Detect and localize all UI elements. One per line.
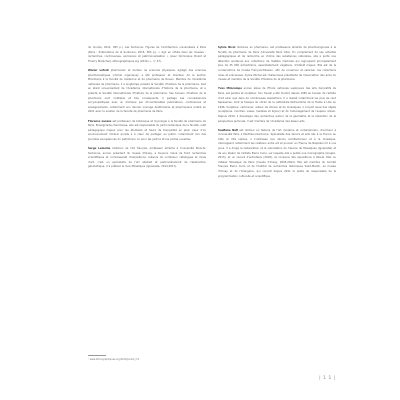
contributor-name: Olivier Lafont [88, 68, 109, 72]
contributor-bio-text: pharmacien et docteur ès sciences physiques, agrégé des sciences pharmaceutiques (chimie organique), a été professeur et directeur de la section Pharmacie à la faculté de médecine et de pharmacie de Rouen. Membre de l'Académie nationale de pharmacie, il a longtemps présidé la Société d'histoire de la pharmacie, tout en étant vice-président de l'Académie internationale d'histoire de la pharmacie, et a présidé la Société internationale d'histoire de la pharmacie. Ses travaux d'histoire de la pharmacie sont multiples et très conséquents. Il partage ses connaissances encyclopédiques avec un domaine par d'innombrables publications, conférences et enseignements, notamment son dernier ouvrage Apothicaires et pharmaciens publié en 2021 avec le soutien de la faculté de pharmacie de Paris. [88, 68, 207, 114]
footnote-link[interactable]: ¹ www.ethnographiques.org/2014/poulot_m1 [88, 358, 140, 361]
contributor-name: Florence Lacaze [88, 119, 112, 123]
footnote [88, 358, 206, 361]
contributor-bio-text: est docteur en histoire de l'art moderne et contemporain, chercheur à l'université Paris 1 Panthéon-Sorbonne. Spécialiste des décors et arts liés à la France au XIXe et XXe siècles, il s'intéresse aux décors architecturaux et à la mosaïque, interrogeant notamment les relations entre art et pouvoir en France de Napoléon III à nos jours. Il a dirigé la restauration et la valorisation de l'œuvre de Mosaïques (Iguazuste) et de son atelier de l'artiste Pierre Curie, sur laquelle elle a publié une monographie (Gingko, 2013), et un recueil d'entretiens (2018), et consacré des expositions à Pascal Ozal ou l'atelier Mosaïque de Paris (musée d'Orsay, 2005-2024). Elle est membre du Comité français Pierre Curie et de l'Institut de recherches historiques Saint-Martin, au musée d'Orsay et de l'Orangerie, qui conçoit depuis 2011 le poste de responsable de la programmation culturelle et scientifique. [218, 128, 337, 178]
footnote-divider [88, 355, 106, 356]
contributor-bio [88, 69, 206, 115]
contributor-bio [218, 87, 336, 124]
contributor-bio-text: docteure en pharmacie, est professeure émérite de pharmacognosie à la faculté de pharmacie de Paris (Université Paris Cité). En complément de ses activités pédagogiques et de recherche en chimie des substances naturelles, elle a porté une attention soutenue aux collections de matière médicale qui regroupent principalement plus de 25 000 échantillons, essentiellement végétaux, d'intérêt majeur. Elle est de la conservatrice de musée François-Tillaison, afin de conserver et valoriser ces collections rares et précieuses. Sylvie Michel est chaleureuse présidente de l'Association des amis du musée et membre de la Société d'histoire de la pharmacie. [218, 46, 336, 82]
contributor-bio [218, 46, 336, 83]
contributor-bio [88, 147, 206, 170]
contributor-bio [218, 129, 336, 180]
left-column [88, 46, 206, 175]
contributor-name: Soufiane Nafi [218, 128, 238, 132]
contributor-name: Sylvie Nicol [218, 46, 236, 49]
contributor-name: Yves Milocampo [218, 87, 242, 91]
contributor-bio-text: est professeur de botanique et mycologie à la faculté de pharmacie de Paris. Enseignante-chercheuse, elle est responsable du jardin botanique de la faculté, outil pédagogique majeur pour les étudiants et havre de tranquillité en plein cœur d'un environnement minéral qu'elle a à cœur de partager au public, notamment lors des Journées européennes du patrimoine ou pour les jardins et les portes ouvertes. [88, 119, 206, 141]
intro-paragraph [88, 46, 206, 64]
contributor-bio-text: historien de l'art français, professeur émérite à l'université Paris-IV-Sorbonne, ancien président du musée d'Orsay, a toujours mené de front recherches scientifiques et commissariat d'expositions. Auteurs de nombreux catalogues et livres d'art, c'est un spécialiste de l'art abstrait et particulièrement de l'abstraction géométrique. Il a préfacé le livre Mosaïques (Iguazuste, 2014-2017). [88, 147, 206, 169]
intro-text: du monde, 2011, 365 p.). Les Sorbonne. Figures de l'architecture universitaire à Paris (Paris : Publications de la Sorbonne, 2015, 365 p.), « Agir en réfute dans les musées : recherches, controverses, exclusions et patrimonialisation » (avec Dominique Poulot et Thierry Maréchal), ethnographiques.org (2014) », n° 47). [88, 46, 206, 63]
contributor-name: Serge Lemoine [88, 147, 111, 151]
page-number: | 1 1 | [319, 376, 336, 381]
right-column [218, 46, 336, 184]
contributor-bio [88, 120, 206, 143]
contributor-bio-text: ancien élève de l'École nationale supérieure des arts décoratifs de Paris, est peintre et sculpteur. Son travail a été montré depuis 1995 au bureau de l'artiste d'art ainsi que dans de nombreuses expositions. Il a réalisé notamment les plus de cent tapisseries, dont la fresque du vitrail de la cathédrale Notre-Dame de la Treille à Lille en 1996. Sculpteur, cartonnier, auteur de vitraux et de mosaïques, il conçoit aussi des objets (sculptures, montres, vases, meubles et bijoux) et de l'aménagement de l'espace urbain. Depuis 2019, il développe des recherches autour de la géométrie et la résolution de la perspective picturale. Il est membre de l'Académie des beaux-arts. [218, 87, 336, 123]
